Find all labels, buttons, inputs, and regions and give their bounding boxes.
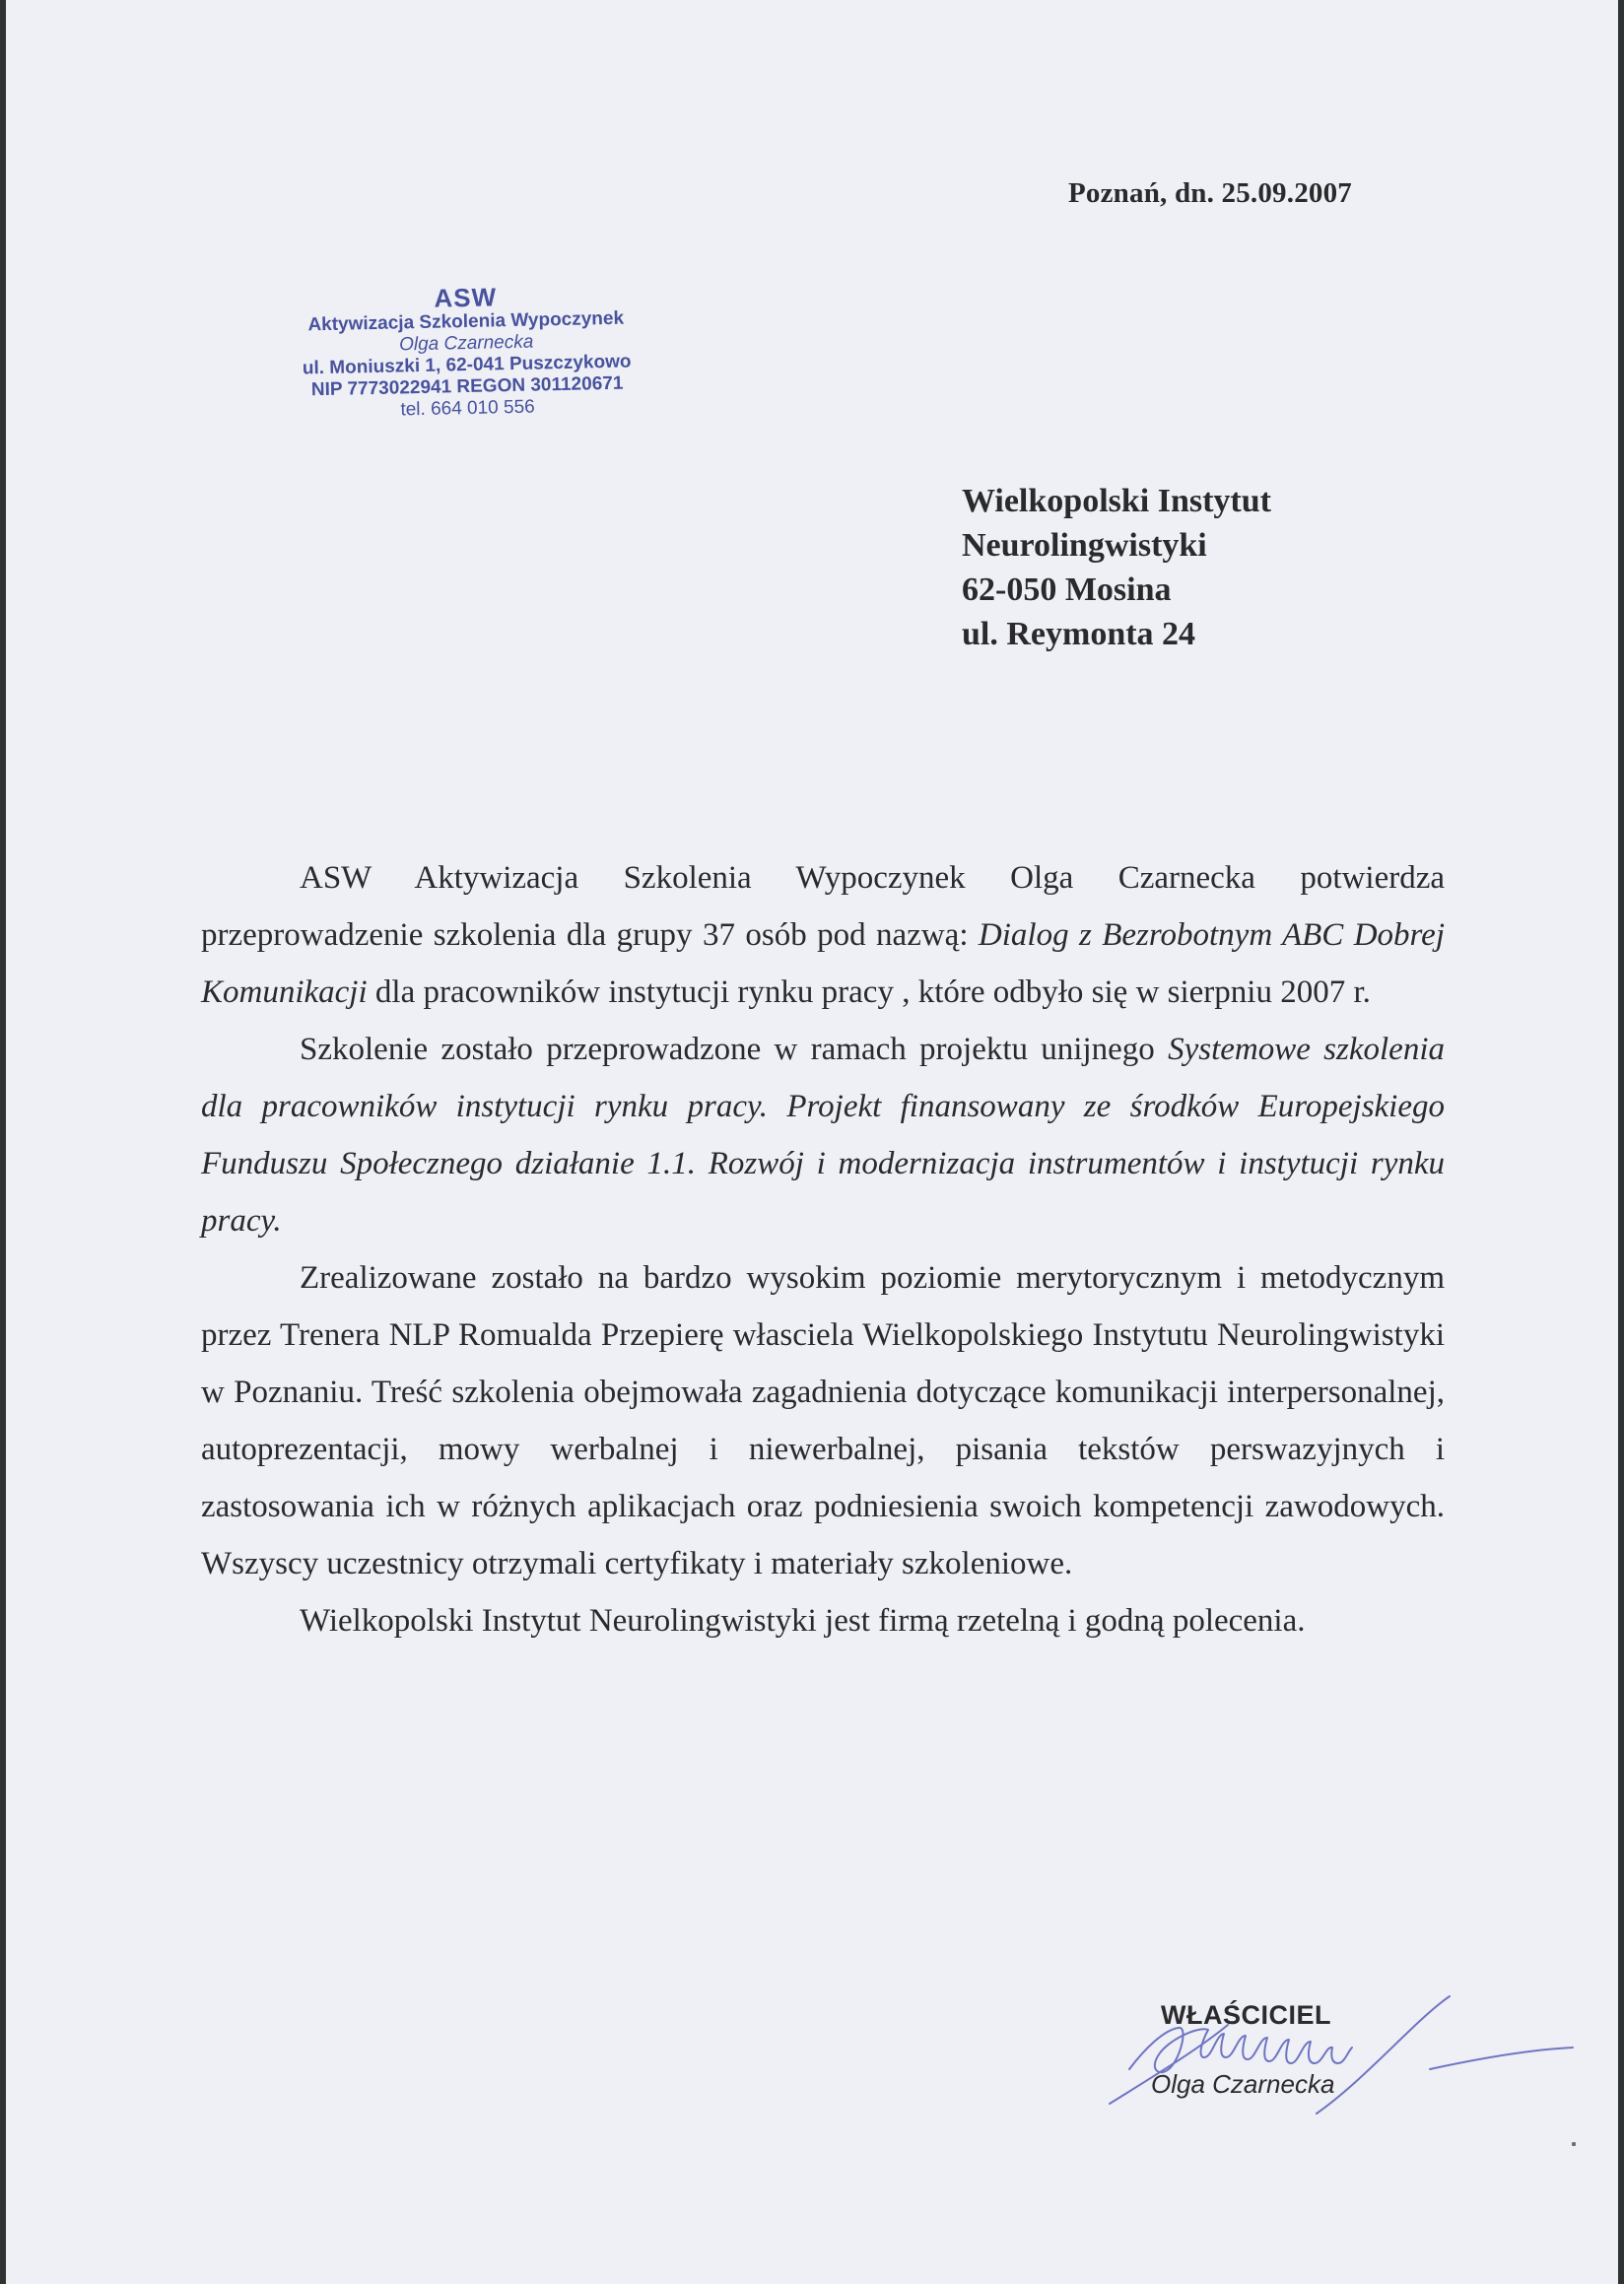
handwritten-signature-icon	[1090, 1931, 1583, 2128]
recipient-line: Neurolingwistyki	[962, 527, 1207, 564]
stamp-phone: tel. 664 010 556	[400, 396, 535, 421]
paragraph-confirmation	[201, 849, 1445, 1021]
paragraph-recommendation: Wielkopolski Instytut Neurolingwistyki jest firmą rzetelną i godną polecenia.	[300, 1603, 1306, 1639]
signature-block	[1090, 1931, 1583, 2128]
paragraph-text: Szkolenie zostało przeprowadzone w ramach projektu unijnego	[300, 1032, 1169, 1067]
recipient-line: ul. Reymonta 24	[962, 616, 1196, 652]
stamp-ids: NIP 7773022941 REGON 301120671	[310, 372, 624, 401]
signature-name: Olga Czarnecka	[1151, 2069, 1335, 2099]
paragraph-text: ASW Aktywizacja Szkolenia Wypoczynek Olga Czarnecka potwierdza przeprowadzenie szkolenia dla grupy 37 osób pod nazwą:	[201, 860, 1445, 953]
paragraph-text: dla pracowników instytucji rynku pracy , które odbyło się w sierpniu 2007 r.	[367, 974, 1371, 1010]
recipient-address	[962, 479, 1271, 656]
signature-role: WŁAŚCICIEL	[1161, 2000, 1331, 2030]
training-title: Dialog z Bezrobotnym ABC Dobrej Komunikacji	[201, 917, 1445, 1010]
paragraph-project	[201, 1021, 1445, 1249]
date-line: Poznań, dn. 25.09.2007	[1068, 177, 1352, 209]
stamp-owner: Olga Czarnecka	[398, 331, 534, 356]
stamp-company: Aktywizacja Szkolenia Wypoczynek	[307, 307, 625, 336]
scan-speck	[1572, 2142, 1576, 2146]
company-stamp	[278, 280, 655, 424]
letter-body	[201, 849, 1445, 1649]
letter-page	[6, 0, 1618, 2284]
stamp-title: ASW	[434, 282, 498, 313]
stamp-address: ul. Moniuszki 1, 62-041 Puszczykowo	[302, 351, 632, 379]
recipient-line: 62-050 Mosina	[962, 571, 1172, 608]
recipient-line: Wielkopolski Instytut	[962, 483, 1271, 519]
project-title: Systemowe szkolenia dla pracowników instytucji rynku pracy. Projekt finansowany ze środków Europejskiego Funduszu Społecznego działanie 1.1. Rozwój i modernizacja instrumentów i instytucji rynku pracy.	[201, 1032, 1445, 1239]
paragraph-evaluation: Zrealizowane zostało na bardzo wysokim poziomie merytorycznym i metodycznym przez Trenera NLP Romualda Przepierę własciela Wielkopolskiego Instytutu Neurolingwistyki w Poznaniu. Treść szkolenia obejmowała zagadnienia dotyczące komunikacji interpersonalnej, autoprezentacji, mowy werbalnej i niewerbalnej, pisania tekstów perswazyjnych i zastosowania ich w różnych aplikacjach oraz podniesienia swoich kompetencji zawodowych. Wszyscy uczestnicy otrzymali certyfikaty i materiały szkoleniowe.	[201, 1260, 1445, 1581]
